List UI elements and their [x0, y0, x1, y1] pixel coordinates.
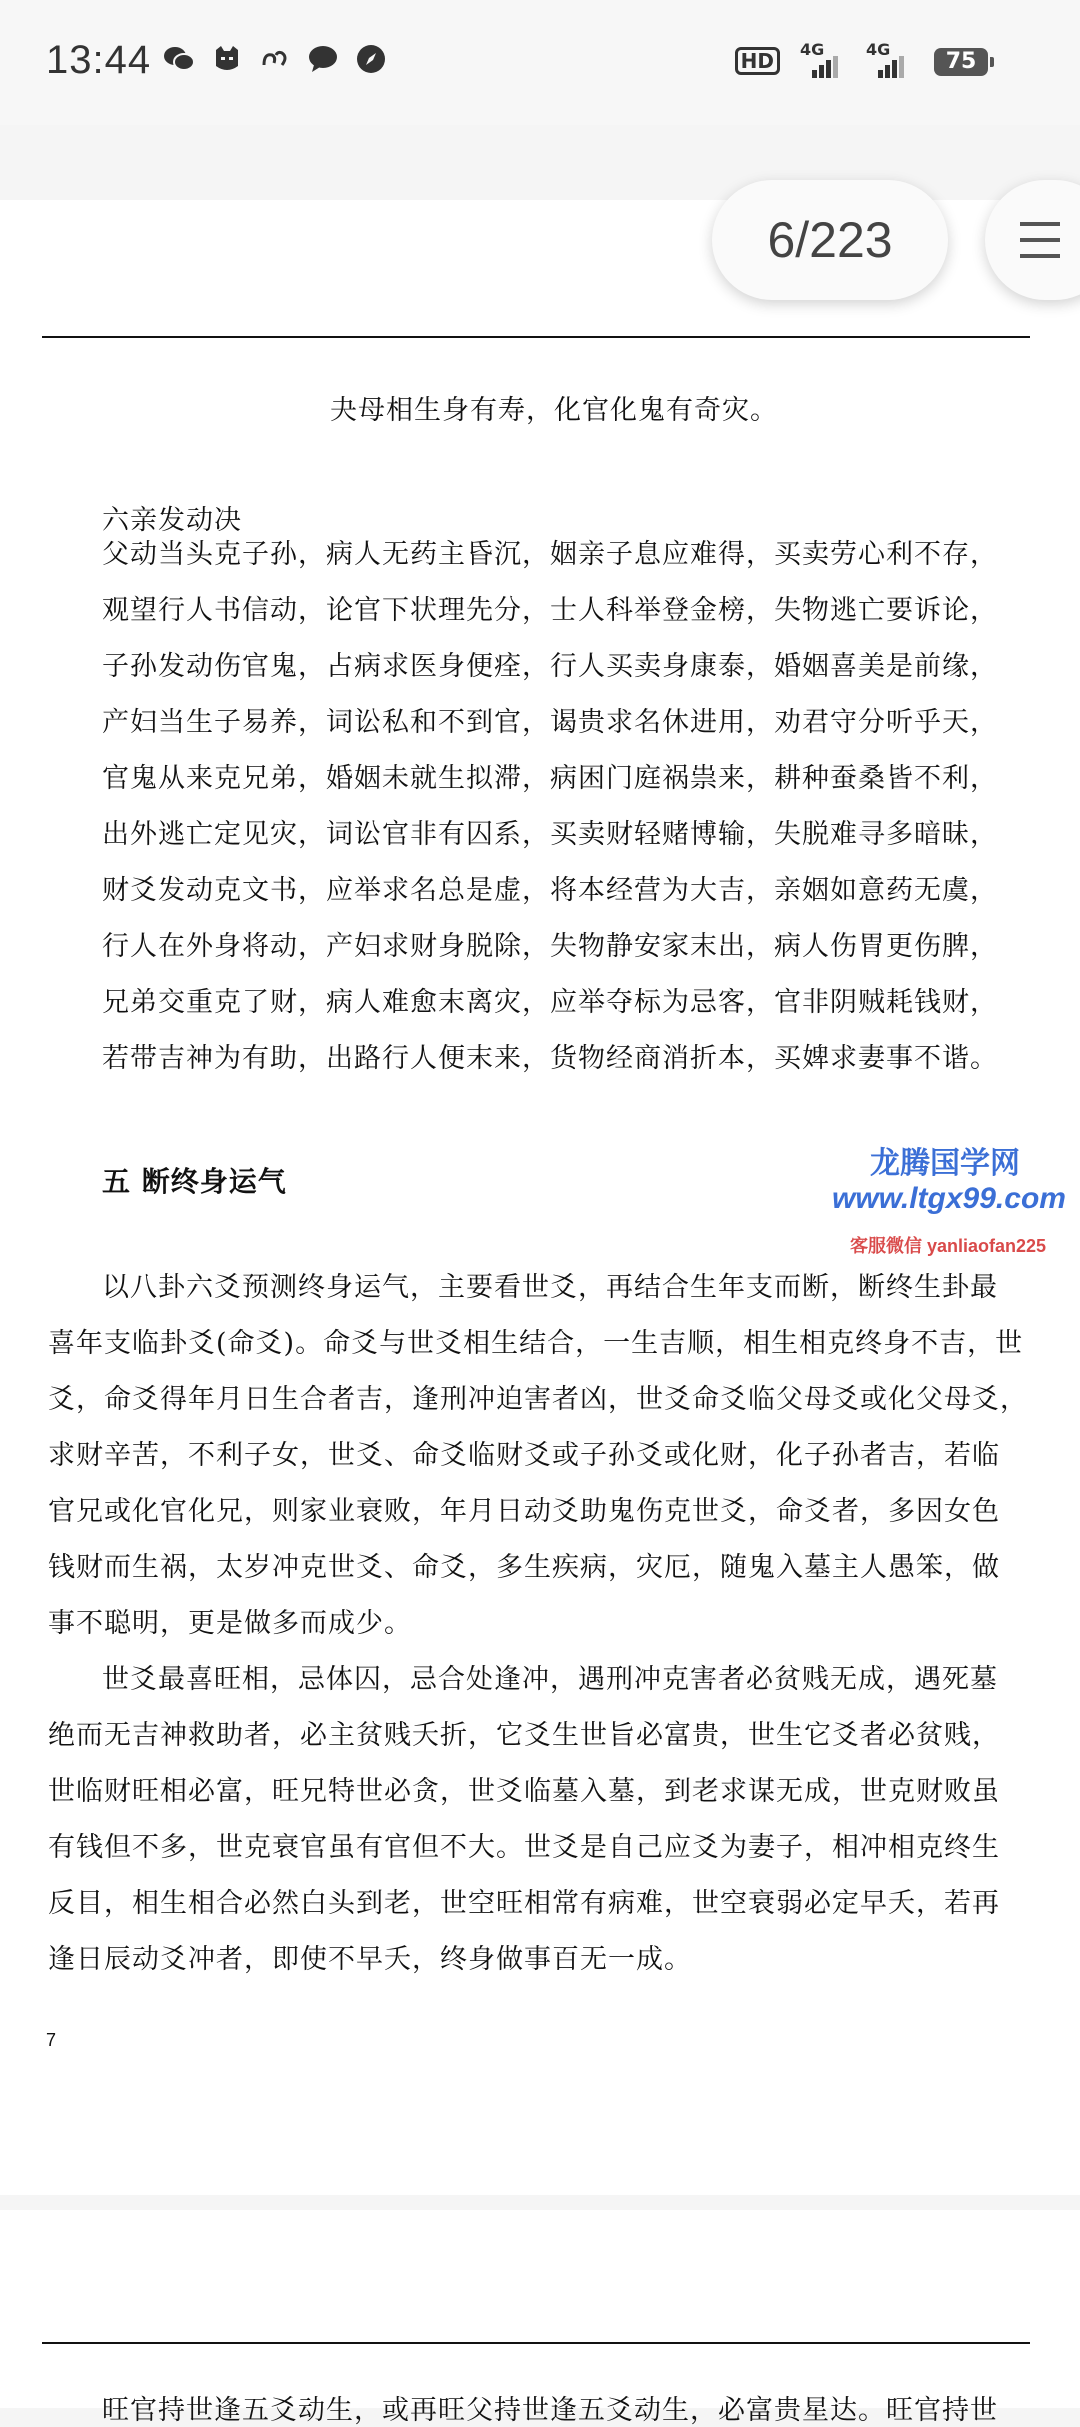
- page-number: 7: [46, 2030, 57, 2050]
- top-verse-line: 夬母相生身有寿，化官化鬼有奇灾。: [330, 395, 778, 426]
- paragraph-line: 逢日辰动爻冲者，即使不早夭，终身做事百无一成。: [48, 1944, 692, 1975]
- paragraph-line: 反目，相生相合必然白头到老，世空旺相常有病难，世空衰弱必定早夭，若再: [48, 1888, 1000, 1919]
- verse-line: 出外逃亡定见灾，词讼官非有囚系，买卖财轻赌博输，失脱难寻多暗昧，: [102, 819, 998, 850]
- paragraph-line: 事不聪明，更是做多而成少。: [48, 1608, 412, 1639]
- status-bar: [0, 0, 1080, 125]
- paragraph-line: 求财辛苦，不利子女，世爻、命爻临财爻或子孙爻或化财，化子孙者吉，若临: [48, 1440, 1000, 1471]
- verse-line: 财爻发动克文书，应举求名总是虚，将本经营为大吉，亲姻如意药无虞，: [102, 875, 998, 906]
- document-page: [0, 200, 1080, 2195]
- verse-line: 官鬼从来克兄弟，婚姻未就生拟滞，病困门庭祸祟来，耕种蚕桑皆不利，: [102, 763, 998, 794]
- status-time: 13:44: [46, 38, 152, 82]
- menu-icon: [1020, 222, 1060, 226]
- message-icon: [306, 42, 340, 76]
- hd-voice-badge: HD: [735, 47, 780, 75]
- paragraph-line: 钱财而生祸，太岁冲克世爻、命爻，多生疾病，灾厄，随鬼入墓主人愚笨，做: [48, 1552, 1000, 1583]
- paragraph-line: 官兄或化官化兄，则家业衰败，年月日动爻助鬼伤克世爻，命爻者，多因女色: [48, 1496, 1000, 1527]
- verse-line: 若带吉神为有助，出路行人便末来，货物经商消折本，买婢求妻事不谐。: [102, 1043, 998, 1074]
- watermark-url: www.ltgx99.com: [832, 1182, 1066, 1215]
- network-type-1: 4G: [800, 40, 825, 59]
- verse-line: 子孙发动伤官鬼，占病求医身便痊，行人买卖身康泰，婚姻喜美是前缘，: [102, 651, 998, 682]
- paragraph-line: 爻，命爻得年月日生合者吉，逢刑冲迫害者凶，世爻命爻临父母爻或化父母爻，: [48, 1384, 1028, 1415]
- menu-icon-line: [1020, 238, 1060, 242]
- watermark-site-name: 龙腾国学网: [870, 1147, 1020, 1180]
- notification-icons: [162, 42, 388, 76]
- section-title: 六亲发动决: [102, 505, 242, 536]
- paragraph-line: 喜年支临卦爻(命爻)。命爻与世爻相生结合，一生吉顺，相生相克终身不吉，世: [48, 1328, 1024, 1359]
- network-type-2: 4G: [866, 40, 891, 59]
- paragraph-line: 有钱但不多，世克衰官虽有官但不大。世爻是自己应爻为妻子，相冲相克终生: [48, 1832, 1000, 1863]
- verse-line: 行人在外身将动，产妇求财身脱除，失物静安家末出，病人伤胃更伤脾，: [102, 931, 998, 962]
- verse-block: [102, 527, 1032, 1087]
- verse-line: 产妇当生子易养，词讼私和不到官，谒贵求名休进用，劝君守分听乎天，: [102, 707, 998, 738]
- chapter-title: 五 断终身运气: [102, 1165, 287, 1198]
- app-mascot-icon: [210, 42, 244, 76]
- paragraph-line: 以八卦六爻预测终身运气，主要看世爻，再结合生年支而断，断终生卦最: [102, 1272, 998, 1303]
- signal-2-icon: [866, 40, 912, 78]
- page-indicator-button[interactable]: 6/223: [712, 180, 948, 300]
- wechat-icon: [162, 42, 196, 76]
- battery-indicator: 75: [934, 48, 988, 76]
- paragraph-2: [48, 1652, 1030, 1988]
- page-top-rule: [42, 336, 1030, 338]
- next-page-top-rule: [42, 2342, 1030, 2344]
- paragraph-line: 世爻最喜旺相，忌体囚，忌合处逢冲，遇刑冲克害者必贫贱无成，遇死墓: [102, 1664, 998, 1695]
- paragraph-line: 绝而无吉神救助者，必主贫贱夭折，它爻生世旨必富贵，世生它爻者必贫贱，: [48, 1720, 1000, 1751]
- verse-line: 兄弟交重克了财，病人难愈末离灾，应举夺标为忌客，官非阴贼耗钱财，: [102, 987, 998, 1018]
- paragraph-1: [48, 1260, 1030, 1652]
- next-document-page: [0, 2210, 1080, 2426]
- paragraph-line: 世临财旺相必富，旺兄特世必贪，世爻临墓入墓，到老求谋无成，世克财败虽: [48, 1776, 1000, 1807]
- link-icon: [258, 42, 292, 76]
- verse-line: 观望行人书信动，论官下状理先分，士人科举登金榜，失物逃亡要诉论，: [102, 595, 998, 626]
- compass-icon: [354, 42, 388, 76]
- verse-line: 父动当头克子孙，病人无药主昏沉，姻亲子息应难得，买卖劳心利不存，: [102, 539, 998, 570]
- signal-1-icon: [800, 40, 846, 78]
- menu-icon-line: [1020, 254, 1060, 258]
- watermark-contact: 客服微信 yanliaofan225: [850, 1236, 1047, 1256]
- next-page-text: 旺官持世逢五爻动生，或再旺父持世逢五爻动生，必富贵星达。旺官持世: [102, 2395, 998, 2426]
